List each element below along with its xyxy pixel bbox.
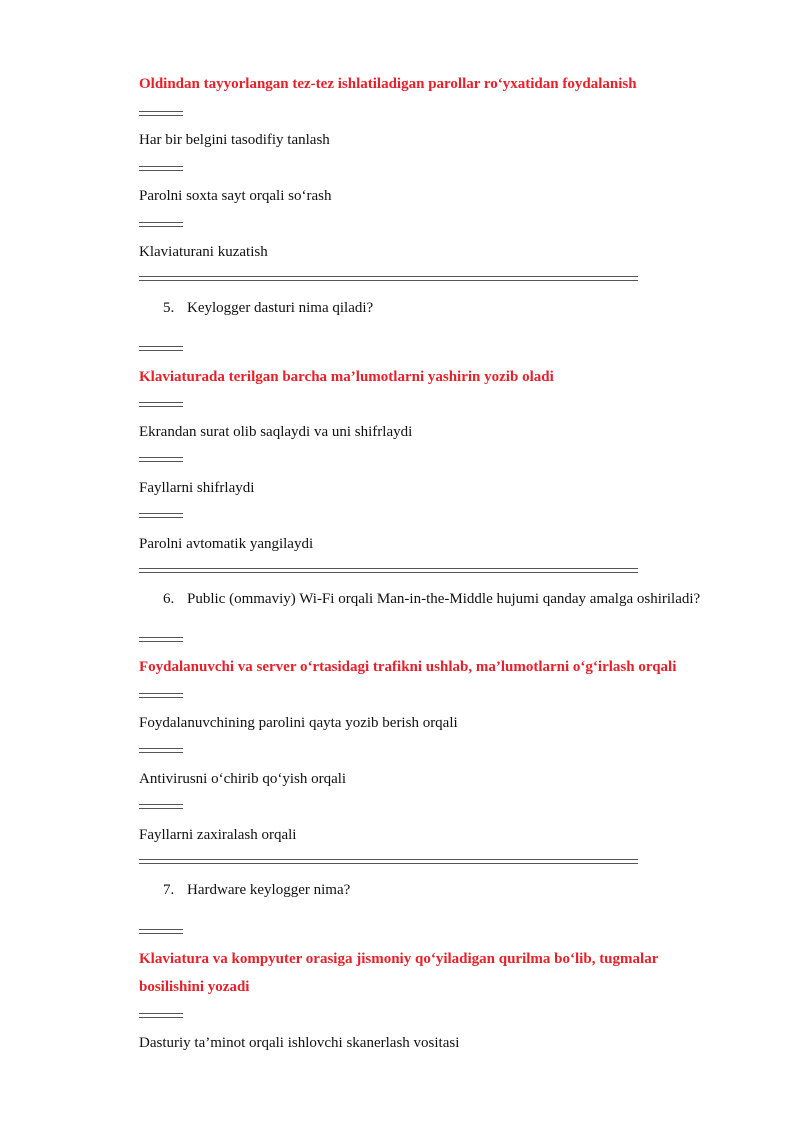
question-5 (163, 300, 373, 317)
separator-short (139, 748, 183, 753)
separator-short (139, 166, 183, 171)
separator-short (139, 637, 183, 642)
separator-long (139, 568, 638, 573)
answer-correct: Klaviaturada terilgan barcha ma’lumotlarni yashirin yozib oladi (139, 369, 554, 385)
separator-short (139, 804, 183, 809)
answer-option: Parolni soxta sayt orqali so‘rash (139, 188, 332, 204)
separator-short (139, 111, 183, 116)
separator-short (139, 929, 183, 934)
answer-option: Antivirusni o‘chirib qo‘yish orqali (139, 771, 347, 787)
separator-short (139, 457, 183, 462)
answer-correct: Oldindan tayyorlangan tez-tez ishlatiladigan parollar ro‘yxatidan foydalanish (139, 76, 637, 92)
separator-short (139, 402, 183, 407)
answer-option: Dasturiy ta’minot orqali ishlovchi skanerlash vositasi (139, 1035, 460, 1051)
separator-short (139, 222, 183, 227)
answer-option: Klaviaturani kuzatish (139, 244, 268, 260)
question-6 (163, 591, 700, 608)
separator-short (139, 1013, 183, 1018)
question-number: 5. (163, 300, 175, 316)
question-text: Keylogger dasturi nima qiladi? (187, 300, 374, 316)
separator-short (139, 513, 183, 518)
answer-option: Fayllarni shifrlaydi (139, 480, 255, 496)
separator-short (139, 346, 183, 351)
answer-correct: Klaviatura va kompyuter orasiga jismoniy qo‘yiladigan qurilma bo‘lib, tugmalar (139, 951, 659, 967)
question-text: Hardware keylogger nima? (187, 882, 351, 898)
answer-correct-continued: bosilishini yozadi (139, 979, 250, 995)
answer-correct: Foydalanuvchi va server o‘rtasidagi trafikni ushlab, ma’lumotlarni o‘g‘irlash orqali (139, 659, 677, 675)
question-number: 7. (163, 882, 175, 898)
separator-long (139, 859, 638, 864)
answer-option: Har bir belgini tasodifiy tanlash (139, 132, 330, 148)
answer-option: Parolni avtomatik yangilaydi (139, 536, 314, 552)
question-text: Public (ommaviy) Wi-Fi orqali Man-in-the-Middle hujumi qanday amalga oshiriladi? (187, 591, 701, 607)
question-number: 6. (163, 591, 175, 607)
separator-short (139, 693, 183, 698)
answer-option: Ekrandan surat olib saqlaydi va uni shifrlaydi (139, 424, 413, 440)
answer-option: Foydalanuvchining parolini qayta yozib berish orqali (139, 715, 458, 731)
question-7 (163, 882, 350, 899)
separator-long (139, 276, 638, 281)
answer-option: Fayllarni zaxiralash orqali (139, 827, 297, 843)
